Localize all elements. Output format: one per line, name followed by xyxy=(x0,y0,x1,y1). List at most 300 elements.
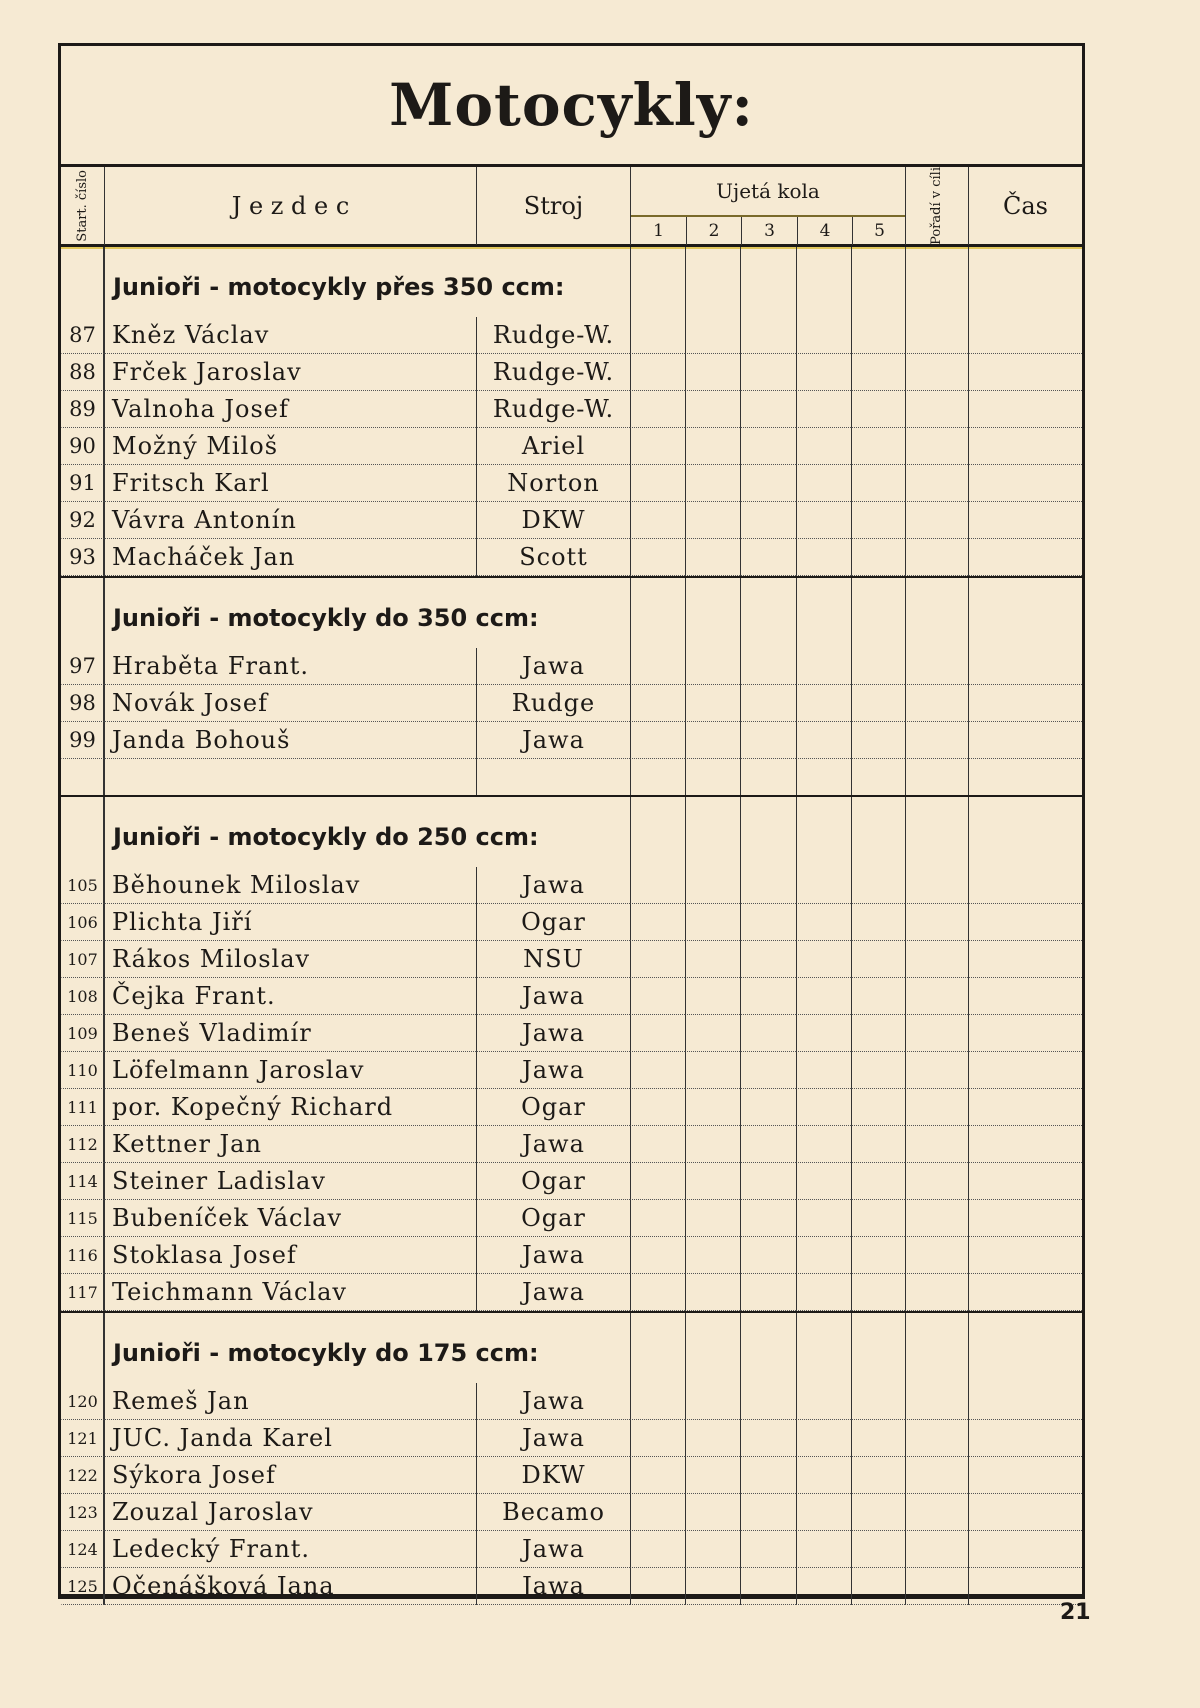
start-number: 120 xyxy=(61,1383,104,1420)
lap-cell[interactable] xyxy=(630,354,685,391)
lap-cell[interactable] xyxy=(630,1420,685,1457)
place-cell[interactable] xyxy=(905,1052,968,1089)
lap-cell[interactable] xyxy=(796,317,851,354)
lap-cell[interactable] xyxy=(685,759,740,795)
time-cell[interactable] xyxy=(968,1200,1082,1237)
lap-cell[interactable] xyxy=(630,941,685,978)
rider-row xyxy=(61,1274,1082,1311)
place-cell[interactable] xyxy=(905,1494,968,1531)
machine: Rudge-W. xyxy=(476,354,630,391)
machine: Rudge xyxy=(476,685,630,722)
lap-cell[interactable] xyxy=(851,1531,905,1568)
lap-cell[interactable] xyxy=(796,685,851,722)
place-cell[interactable] xyxy=(905,1200,968,1237)
rider-name: Rákos Miloslav xyxy=(104,941,476,978)
lap-cell[interactable] xyxy=(685,539,740,576)
lap-cell[interactable] xyxy=(630,722,685,759)
time-cell[interactable] xyxy=(968,1420,1082,1457)
lap-cell[interactable] xyxy=(796,247,851,317)
lap-cell[interactable] xyxy=(851,1457,905,1494)
time-cell[interactable] xyxy=(968,1126,1082,1163)
lap-cell[interactable] xyxy=(630,648,685,685)
lap-cell[interactable] xyxy=(740,1126,796,1163)
lap-cell[interactable] xyxy=(851,317,905,354)
lap-cell[interactable] xyxy=(685,797,740,867)
place-cell[interactable] xyxy=(905,648,968,685)
lap-cell[interactable] xyxy=(851,578,905,648)
lap-cell[interactable] xyxy=(685,354,740,391)
place-cell[interactable] xyxy=(905,1383,968,1420)
time-cell[interactable] xyxy=(968,465,1082,502)
lap-cell[interactable] xyxy=(740,1274,796,1311)
lap-cell[interactable] xyxy=(796,1313,851,1383)
results-sheet xyxy=(58,43,1085,1599)
lap-cell[interactable] xyxy=(796,1531,851,1568)
lap-cell[interactable] xyxy=(630,1015,685,1052)
lap-cell[interactable] xyxy=(685,722,740,759)
lap-cell[interactable] xyxy=(796,1237,851,1274)
lap-cell[interactable] xyxy=(796,1568,851,1605)
lap-cell[interactable] xyxy=(630,1052,685,1089)
lap-cell[interactable] xyxy=(796,1089,851,1126)
place-cell[interactable] xyxy=(905,1568,968,1605)
rider-name: Ledecký Frant. xyxy=(104,1531,476,1568)
lap-cell[interactable] xyxy=(630,1200,685,1237)
place-cell[interactable] xyxy=(905,867,968,904)
machine: Jawa xyxy=(476,1052,630,1089)
lap-cell[interactable] xyxy=(630,759,685,795)
time-cell[interactable] xyxy=(968,354,1082,391)
lap-cell[interactable] xyxy=(685,391,740,428)
machine: Jawa xyxy=(476,1126,630,1163)
place-cell[interactable] xyxy=(905,941,968,978)
lap-cell[interactable] xyxy=(630,797,685,867)
place-cell[interactable] xyxy=(905,1015,968,1052)
lap-number: 4 xyxy=(797,217,852,245)
rider-name: Kettner Jan xyxy=(104,1126,476,1163)
machine: Jawa xyxy=(476,1568,630,1605)
rider-name: Čejka Frant. xyxy=(104,978,476,1015)
start-number: 88 xyxy=(61,354,104,391)
lap-cell[interactable] xyxy=(851,247,905,317)
machine: Becamo xyxy=(476,1494,630,1531)
time-cell[interactable] xyxy=(968,722,1082,759)
lap-cell[interactable] xyxy=(630,1126,685,1163)
rider-name: Löfelmann Jaroslav xyxy=(104,1052,476,1089)
lap-cell[interactable] xyxy=(851,1200,905,1237)
lap-cell[interactable] xyxy=(740,978,796,1015)
header-place: Pořadí v cíli xyxy=(905,167,968,245)
lap-cell[interactable] xyxy=(740,1531,796,1568)
place-cell[interactable] xyxy=(905,1089,968,1126)
machine: Jawa xyxy=(476,648,630,685)
rider-row xyxy=(61,904,1082,941)
start-number: 112 xyxy=(61,1126,104,1163)
lap-cell[interactable] xyxy=(630,685,685,722)
lap-cell[interactable] xyxy=(740,941,796,978)
lap-cell[interactable] xyxy=(851,648,905,685)
lap-cell[interactable] xyxy=(796,978,851,1015)
lap-cell[interactable] xyxy=(685,1568,740,1605)
place-cell[interactable] xyxy=(905,1237,968,1274)
rider-row xyxy=(61,867,1082,904)
lap-cell[interactable] xyxy=(740,317,796,354)
rider-row xyxy=(61,1457,1082,1494)
lap-cell[interactable] xyxy=(740,1383,796,1420)
empty-cell xyxy=(104,759,476,795)
time-cell[interactable] xyxy=(968,685,1082,722)
category-section xyxy=(61,247,1082,578)
rider-row xyxy=(61,941,1082,978)
lap-cell[interactable] xyxy=(630,1531,685,1568)
time-cell[interactable] xyxy=(968,1274,1082,1311)
start-number: 99 xyxy=(61,722,104,759)
lap-cell[interactable] xyxy=(685,1531,740,1568)
lap-cell[interactable] xyxy=(851,428,905,465)
lap-cell[interactable] xyxy=(796,904,851,941)
machine: Jawa xyxy=(476,722,630,759)
time-cell[interactable] xyxy=(968,978,1082,1015)
time-cell[interactable] xyxy=(968,247,1082,317)
lap-cell[interactable] xyxy=(685,648,740,685)
page-title: Motocykly: xyxy=(61,46,1082,167)
lap-cell[interactable] xyxy=(685,1126,740,1163)
header-rider: J e z d e c xyxy=(104,167,476,245)
lap-cell[interactable] xyxy=(796,1163,851,1200)
lap-cell[interactable] xyxy=(851,465,905,502)
start-number: 115 xyxy=(61,1200,104,1237)
time-cell[interactable] xyxy=(968,317,1082,354)
time-cell[interactable] xyxy=(968,867,1082,904)
place-cell[interactable] xyxy=(905,759,968,795)
lap-cell[interactable] xyxy=(851,391,905,428)
lap-cell[interactable] xyxy=(796,759,851,795)
machine: Norton xyxy=(476,465,630,502)
time-cell[interactable] xyxy=(968,797,1082,867)
lap-number: 2 xyxy=(686,217,741,245)
place-cell[interactable] xyxy=(905,797,968,867)
lap-cell[interactable] xyxy=(740,685,796,722)
lap-cell[interactable] xyxy=(796,797,851,867)
lap-cell[interactable] xyxy=(740,648,796,685)
lap-cell[interactable] xyxy=(851,1274,905,1311)
lap-cell[interactable] xyxy=(796,1200,851,1237)
lap-number: 5 xyxy=(852,217,906,245)
time-cell[interactable] xyxy=(968,941,1082,978)
machine: Ogar xyxy=(476,1163,630,1200)
lap-cell[interactable] xyxy=(740,1494,796,1531)
lap-cell[interactable] xyxy=(630,1313,685,1383)
lap-cell[interactable] xyxy=(851,1237,905,1274)
lap-cell[interactable] xyxy=(630,1383,685,1420)
lap-cell[interactable] xyxy=(851,722,905,759)
lap-cell[interactable] xyxy=(851,354,905,391)
lap-cell[interactable] xyxy=(796,578,851,648)
place-cell[interactable] xyxy=(905,722,968,759)
lap-cell[interactable] xyxy=(630,1163,685,1200)
lap-cell[interactable] xyxy=(685,247,740,317)
lap-cell[interactable] xyxy=(796,391,851,428)
lap-number: 3 xyxy=(741,217,797,245)
lap-cell[interactable] xyxy=(740,759,796,795)
lap-cell[interactable] xyxy=(851,1052,905,1089)
place-cell[interactable] xyxy=(905,1313,968,1383)
lap-cell[interactable] xyxy=(740,867,796,904)
place-cell[interactable] xyxy=(905,539,968,576)
lap-cell[interactable] xyxy=(630,1274,685,1311)
place-cell[interactable] xyxy=(905,428,968,465)
time-cell[interactable] xyxy=(968,539,1082,576)
lap-cell[interactable] xyxy=(630,539,685,576)
lap-cell[interactable] xyxy=(685,1420,740,1457)
time-cell[interactable] xyxy=(968,1531,1082,1568)
rider-row xyxy=(61,1383,1082,1420)
machine: DKW xyxy=(476,502,630,539)
lap-cell[interactable] xyxy=(796,1420,851,1457)
lap-cell[interactable] xyxy=(685,1313,740,1383)
time-cell[interactable] xyxy=(968,1237,1082,1274)
rider-row xyxy=(61,1126,1082,1163)
category-title-row xyxy=(61,247,1082,317)
rider-row xyxy=(61,428,1082,465)
lap-cell[interactable] xyxy=(851,685,905,722)
lap-cell[interactable] xyxy=(851,1383,905,1420)
lap-cell[interactable] xyxy=(851,797,905,867)
lap-cell[interactable] xyxy=(685,978,740,1015)
lap-cell[interactable] xyxy=(630,904,685,941)
lap-cell[interactable] xyxy=(796,1274,851,1311)
lap-cell[interactable] xyxy=(630,1237,685,1274)
lap-cell[interactable] xyxy=(740,391,796,428)
lap-cell[interactable] xyxy=(630,1568,685,1605)
lap-cell[interactable] xyxy=(740,465,796,502)
lap-cell[interactable] xyxy=(685,317,740,354)
rider-name: Macháček Jan xyxy=(104,539,476,576)
lap-cell[interactable] xyxy=(685,502,740,539)
lap-cell[interactable] xyxy=(851,1126,905,1163)
lap-cell[interactable] xyxy=(851,1313,905,1383)
lap-cell[interactable] xyxy=(851,502,905,539)
rider-row xyxy=(61,354,1082,391)
place-cell[interactable] xyxy=(905,391,968,428)
lap-cell[interactable] xyxy=(685,1494,740,1531)
start-number: 105 xyxy=(61,867,104,904)
place-cell[interactable] xyxy=(905,1457,968,1494)
rider-name: JUC. Janda Karel xyxy=(104,1420,476,1457)
place-cell[interactable] xyxy=(905,1531,968,1568)
lap-cell[interactable] xyxy=(740,1163,796,1200)
start-number: 97 xyxy=(61,648,104,685)
lap-cell[interactable] xyxy=(740,247,796,317)
lap-cell[interactable] xyxy=(740,1457,796,1494)
lap-cell[interactable] xyxy=(796,722,851,759)
place-cell[interactable] xyxy=(905,1163,968,1200)
lap-cell[interactable] xyxy=(685,685,740,722)
time-cell[interactable] xyxy=(968,1089,1082,1126)
lap-cell[interactable] xyxy=(851,867,905,904)
place-cell[interactable] xyxy=(905,1126,968,1163)
lap-cell[interactable] xyxy=(740,1200,796,1237)
start-number: 92 xyxy=(61,502,104,539)
lap-cell[interactable] xyxy=(740,722,796,759)
lap-cell[interactable] xyxy=(796,1126,851,1163)
start-number: 122 xyxy=(61,1457,104,1494)
rider-name: Beneš Vladimír xyxy=(104,1015,476,1052)
lap-cell[interactable] xyxy=(740,354,796,391)
time-cell[interactable] xyxy=(968,391,1082,428)
lap-cell[interactable] xyxy=(685,1163,740,1200)
place-cell[interactable] xyxy=(905,904,968,941)
rider-name: Novák Josef xyxy=(104,685,476,722)
lap-cell[interactable] xyxy=(685,1237,740,1274)
lap-cell[interactable] xyxy=(630,428,685,465)
lap-cell[interactable] xyxy=(796,539,851,576)
lap-cell[interactable] xyxy=(740,1237,796,1274)
lap-cell[interactable] xyxy=(796,1457,851,1494)
lap-cell[interactable] xyxy=(630,391,685,428)
place-cell[interactable] xyxy=(905,247,968,317)
lap-cell[interactable] xyxy=(796,867,851,904)
rider-row xyxy=(61,648,1082,685)
lap-cell[interactable] xyxy=(851,539,905,576)
header-time: Čas xyxy=(968,167,1082,245)
lap-cell[interactable] xyxy=(685,1383,740,1420)
machine: Jawa xyxy=(476,1420,630,1457)
lap-cell[interactable] xyxy=(685,904,740,941)
lap-cell[interactable] xyxy=(851,1163,905,1200)
lap-cell[interactable] xyxy=(740,904,796,941)
lap-cell[interactable] xyxy=(796,1383,851,1420)
lap-cell[interactable] xyxy=(740,428,796,465)
lap-cell[interactable] xyxy=(740,578,796,648)
lap-cell[interactable] xyxy=(796,1494,851,1531)
rider-row xyxy=(61,317,1082,354)
lap-cell[interactable] xyxy=(630,578,685,648)
lap-cell[interactable] xyxy=(630,317,685,354)
place-cell[interactable] xyxy=(905,1274,968,1311)
lap-cell[interactable] xyxy=(796,465,851,502)
lap-cell[interactable] xyxy=(685,1274,740,1311)
rider-row xyxy=(61,1420,1082,1457)
lap-cell[interactable] xyxy=(685,1089,740,1126)
time-cell[interactable] xyxy=(968,428,1082,465)
lap-cell[interactable] xyxy=(630,1457,685,1494)
time-cell[interactable] xyxy=(968,1313,1082,1383)
lap-cell[interactable] xyxy=(630,247,685,317)
lap-cell[interactable] xyxy=(740,1313,796,1383)
lap-cell[interactable] xyxy=(796,941,851,978)
lap-cell[interactable] xyxy=(796,428,851,465)
time-cell[interactable] xyxy=(968,759,1082,795)
time-cell[interactable] xyxy=(968,904,1082,941)
time-cell[interactable] xyxy=(968,1015,1082,1052)
lap-cell[interactable] xyxy=(740,1089,796,1126)
rider-name: Běhounek Miloslav xyxy=(104,867,476,904)
place-cell[interactable] xyxy=(905,1420,968,1457)
place-cell[interactable] xyxy=(905,578,968,648)
lap-cell[interactable] xyxy=(685,1457,740,1494)
lap-cell[interactable] xyxy=(630,465,685,502)
lap-cell[interactable] xyxy=(851,1568,905,1605)
lap-cell[interactable] xyxy=(851,978,905,1015)
rider-row xyxy=(61,502,1082,539)
lap-cell[interactable] xyxy=(851,759,905,795)
lap-cell[interactable] xyxy=(851,941,905,978)
machine: Jawa xyxy=(476,1015,630,1052)
lap-cell[interactable] xyxy=(630,978,685,1015)
place-cell[interactable] xyxy=(905,465,968,502)
lap-cell[interactable] xyxy=(851,904,905,941)
rider-name: Očenášková Jana xyxy=(104,1568,476,1605)
time-cell[interactable] xyxy=(968,1457,1082,1494)
lap-cell[interactable] xyxy=(740,502,796,539)
category-section xyxy=(61,1313,1082,1605)
start-number: 123 xyxy=(61,1494,104,1531)
rider-name: Kněz Václav xyxy=(104,317,476,354)
time-cell[interactable] xyxy=(968,648,1082,685)
lap-cell[interactable] xyxy=(685,465,740,502)
lap-cell[interactable] xyxy=(630,867,685,904)
time-cell[interactable] xyxy=(968,1163,1082,1200)
machine: Ogar xyxy=(476,1089,630,1126)
lap-cell[interactable] xyxy=(851,1420,905,1457)
lap-cell[interactable] xyxy=(851,1015,905,1052)
rider-row xyxy=(61,391,1082,428)
lap-cell[interactable] xyxy=(851,1494,905,1531)
lap-cell[interactable] xyxy=(685,1052,740,1089)
place-cell[interactable] xyxy=(905,354,968,391)
time-cell[interactable] xyxy=(968,502,1082,539)
lap-cell[interactable] xyxy=(685,867,740,904)
lap-cell[interactable] xyxy=(685,1015,740,1052)
lap-cell[interactable] xyxy=(740,1420,796,1457)
lap-cell[interactable] xyxy=(685,1200,740,1237)
place-cell[interactable] xyxy=(905,502,968,539)
lap-cell[interactable] xyxy=(740,539,796,576)
place-cell[interactable] xyxy=(905,317,968,354)
lap-cell[interactable] xyxy=(685,941,740,978)
lap-cell[interactable] xyxy=(630,502,685,539)
lap-cell[interactable] xyxy=(740,1015,796,1052)
time-cell[interactable] xyxy=(968,1383,1082,1420)
lap-cell[interactable] xyxy=(796,648,851,685)
lap-cell[interactable] xyxy=(630,1494,685,1531)
lap-cell[interactable] xyxy=(630,1089,685,1126)
lap-cell[interactable] xyxy=(685,578,740,648)
time-cell[interactable] xyxy=(968,1494,1082,1531)
start-number: 93 xyxy=(61,539,104,576)
lap-cell[interactable] xyxy=(796,354,851,391)
time-cell[interactable] xyxy=(968,1052,1082,1089)
rider-row xyxy=(61,1494,1082,1531)
place-cell[interactable] xyxy=(905,685,968,722)
machine: Jawa xyxy=(476,1237,630,1274)
lap-cell[interactable] xyxy=(796,1015,851,1052)
lap-cell[interactable] xyxy=(796,1052,851,1089)
rider-name: Teichmann Václav xyxy=(104,1274,476,1311)
lap-cell[interactable] xyxy=(740,797,796,867)
place-cell[interactable] xyxy=(905,978,968,1015)
lap-cell[interactable] xyxy=(851,1089,905,1126)
time-cell[interactable] xyxy=(968,578,1082,648)
start-number: 109 xyxy=(61,1015,104,1052)
rider-name: Vávra Antonín xyxy=(104,502,476,539)
rider-name: Valnoha Josef xyxy=(104,391,476,428)
lap-cell[interactable] xyxy=(685,428,740,465)
lap-cell[interactable] xyxy=(796,502,851,539)
lap-cell[interactable] xyxy=(740,1568,796,1605)
lap-cell[interactable] xyxy=(740,1052,796,1089)
